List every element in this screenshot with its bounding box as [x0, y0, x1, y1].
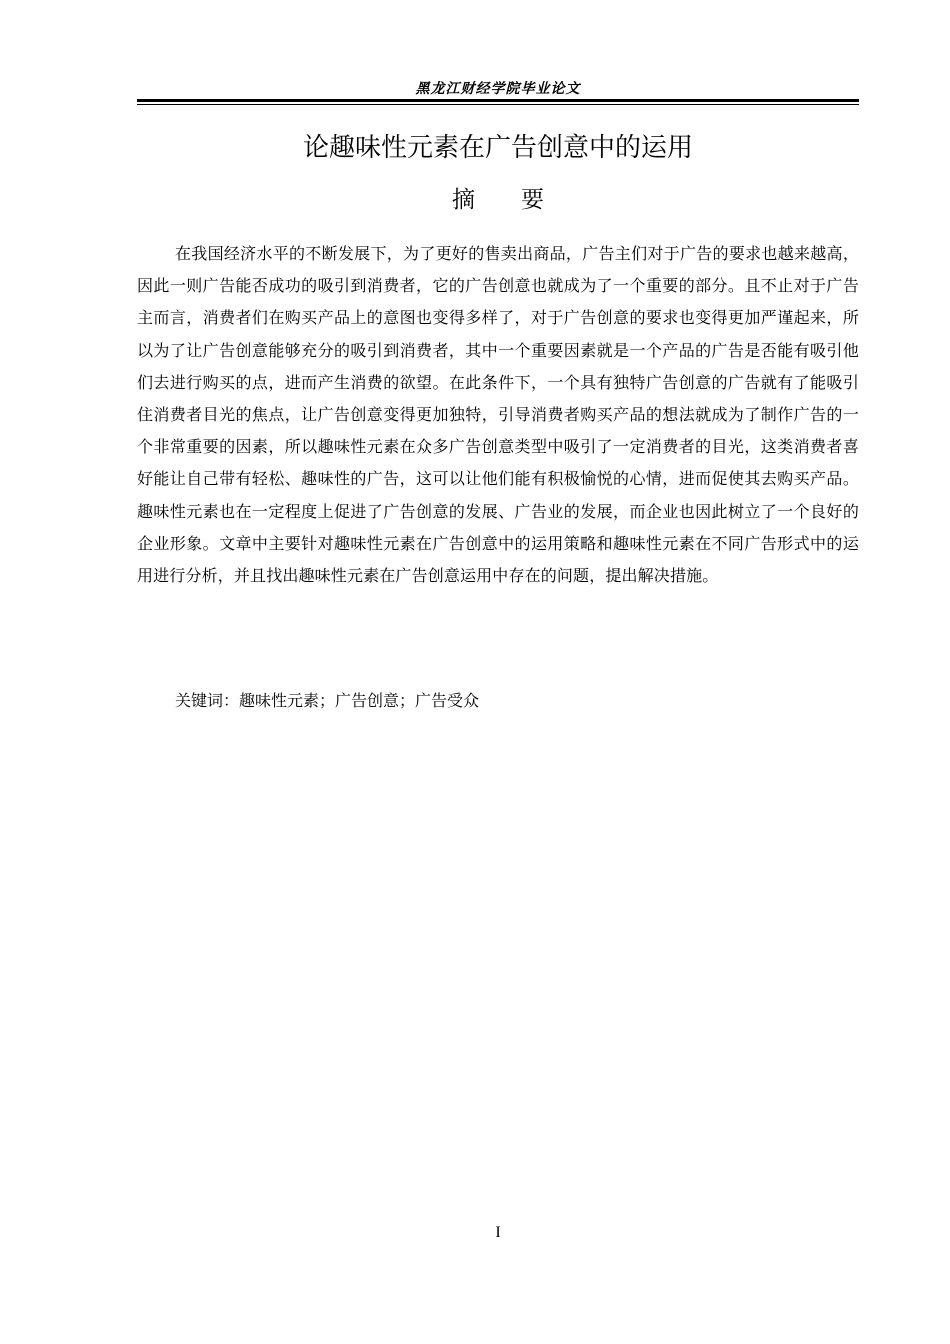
abstract-body: 在我国经济水平的不断发展下，为了更好的售卖出商品，广告主们对于广告的要求也越来越高，因此一则广告能否成功的吸引到消费者，它的广告创意也就成为了一个重要的部分。且不止对于广告主而言，消费者们在购买产品上的意图也变得多样了，对于广告创意的要求也变得更加严谨起来，所以为了让广告创意能够充分的吸引到消费者，其中一个重要因素就是一个产品的广告是否能有吸引他们去进行购买的点，进而产生消费的欲望。在此条件下，一个具有独特广告创意的广告就有了能吸引住消费者目光的焦点，让广告创意变得更加独特，引导消费者购买产品的想法就成为了制作广告的一个非常重要的因素，所以趣味性元素在众多广告创意类型中吸引了一定消费者的目光，这类消费者喜好能让自己带有轻松、趣味性的广告，这可以让他们能有积极愉悦的心情，进而促使其去购买产品。趣味性元素也在一定程度上促进了广告创意的发展、广告业的发展，而企业也因此树立了一个良好的企业形象。文章中主要针对趣味性元素在广告创意中的运用策略和趣味性元素在不同广告形式中的运用进行分析，并且找出趣味性元素在广告创意运用中存在的问题，提出解决措施。	[137, 244, 859, 586]
keywords-label: 关键词：	[175, 691, 240, 710]
document-title: 论趣味性元素在广告创意中的运用	[302, 133, 693, 163]
keywords-value: 趣味性元素；广告创意；广告受众	[239, 691, 480, 710]
header-title: 黑龙江财经学院毕业论文	[415, 81, 581, 97]
abstract-heading: 摘要	[452, 187, 590, 213]
page-header	[137, 78, 859, 104]
keywords-line	[175, 687, 859, 715]
header-rule-thin	[137, 104, 859, 105]
page-number: I	[495, 1224, 501, 1241]
header-rule-thick	[137, 99, 859, 102]
